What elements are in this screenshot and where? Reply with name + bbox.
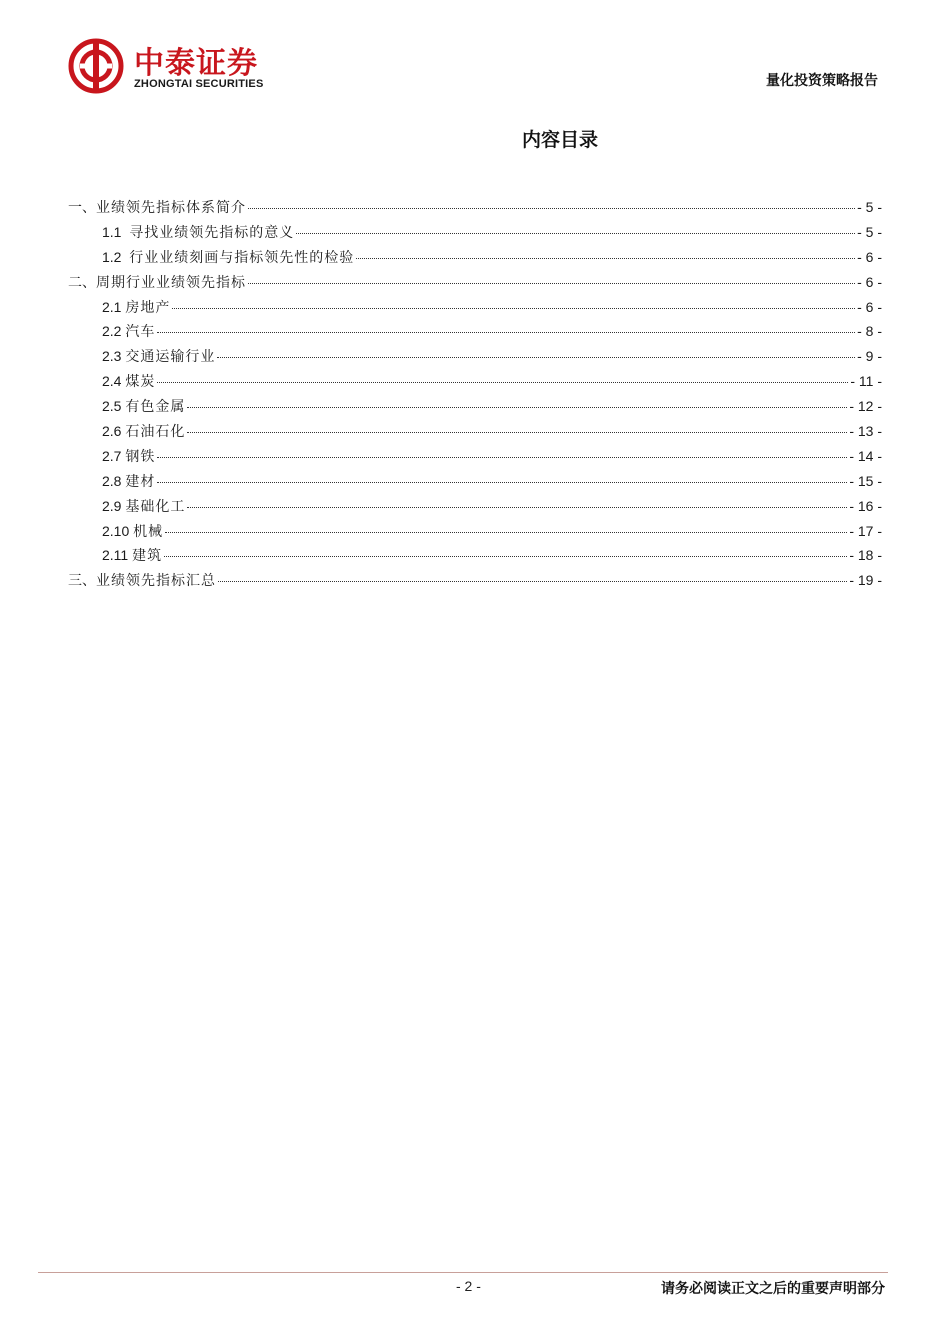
toc-entry-page: - 6 - (857, 298, 882, 315)
toc-entry-number: 2.8 (102, 472, 126, 489)
toc-entry-number: 2.1 (102, 298, 126, 315)
toc-dot-leader (187, 507, 847, 508)
toc-entry-number: 2.11 (102, 547, 133, 564)
toc-entry-label: 业绩领先指标汇总 (96, 573, 216, 590)
toc-entry-label: 行业业绩刻画与指标领先性的检验 (129, 249, 355, 266)
toc-entry-number: 2.9 (102, 497, 126, 514)
toc-entry[interactable] (68, 197, 882, 222)
toc-entry[interactable] (68, 545, 882, 570)
toc-title: 内容目录 (521, 129, 598, 151)
report-type-label: 量化投资策略报告 (766, 73, 878, 89)
toc-entry-label: 交通运输行业 (125, 349, 216, 366)
toc-entry-page: - 5 - (857, 199, 882, 215)
toc-entry-label: 建筑 (132, 548, 163, 565)
toc-entry-page: - 11 - (850, 373, 882, 390)
toc-dot-leader (157, 382, 848, 383)
toc-entry-label: 业绩领先指标体系简介 (96, 200, 246, 216)
toc-entry-number: 2.10 (102, 522, 134, 539)
toc-entry-page: - 9 - (857, 348, 882, 365)
toc-entry-label: 寻找业绩领先指标的意义 (129, 224, 295, 241)
toc-entry-page: - 19 - (849, 572, 882, 589)
toc-dot-leader (296, 233, 855, 234)
toc-dot-leader (187, 407, 847, 408)
toc-entry[interactable] (68, 371, 882, 396)
toc-entry-label: 房地产 (125, 299, 171, 316)
zhongtai-logo-icon (68, 38, 124, 94)
toc-entry-number: 二、 (68, 273, 96, 290)
toc-entry[interactable] (68, 321, 882, 346)
toc-dot-leader (157, 482, 847, 483)
company-logo (68, 38, 298, 96)
toc-entry[interactable] (68, 222, 882, 247)
toc-dot-leader (217, 357, 855, 358)
toc-entry-number: 三、 (68, 572, 96, 589)
toc-entry-number: 2.6 (102, 423, 126, 440)
toc-entry-label: 钢铁 (125, 448, 156, 465)
toc-dot-leader (157, 457, 847, 458)
toc-entry-number: 2.3 (102, 348, 126, 365)
toc-entry[interactable] (68, 471, 882, 496)
toc-entry-label: 建材 (125, 473, 156, 490)
page-number: - 2 - (456, 1278, 481, 1294)
toc-entry-page: - 16 - (849, 497, 882, 514)
toc-entry-label: 周期行业业绩领先指标 (96, 274, 246, 291)
toc-dot-leader (172, 308, 855, 309)
toc-entry[interactable] (68, 396, 882, 421)
toc-entry-label: 有色金属 (125, 399, 186, 416)
toc-entry-number: 1.1 (102, 223, 130, 240)
toc-entry[interactable] (68, 272, 882, 297)
toc-entry-page: - 15 - (849, 472, 882, 489)
footer-divider (38, 1272, 888, 1273)
toc-dot-leader (165, 532, 847, 533)
toc-dot-leader (187, 432, 847, 433)
toc-entry[interactable] (68, 297, 882, 322)
toc-entry-number: 2.4 (102, 373, 126, 390)
table-of-contents (68, 197, 882, 595)
toc-entry-number: 一、 (68, 199, 96, 215)
toc-dot-leader (157, 332, 855, 333)
toc-entry[interactable] (68, 496, 882, 521)
toc-dot-leader (248, 208, 855, 209)
toc-entry-page: - 18 - (849, 547, 882, 564)
toc-entry[interactable] (68, 346, 882, 371)
toc-entry-number: 1.2 (102, 248, 130, 265)
toc-entry-label: 机械 (133, 523, 164, 540)
toc-entry-label: 煤炭 (125, 374, 156, 391)
toc-dot-leader (248, 283, 855, 284)
toc-entry-number: 2.7 (102, 447, 126, 464)
toc-entry[interactable] (68, 421, 882, 446)
toc-entry-page: - 13 - (849, 423, 882, 440)
brand-name-cn: 中泰证券 (134, 46, 258, 81)
toc-entry-page: - 5 - (857, 223, 882, 240)
toc-entry-page: - 17 - (849, 522, 882, 539)
toc-entry-page: - 8 - (857, 323, 882, 340)
toc-entry-number: 2.5 (102, 398, 126, 415)
toc-entry-number: 2.2 (102, 323, 126, 340)
toc-entry[interactable] (68, 247, 882, 272)
toc-entry-label: 基础化工 (125, 498, 186, 515)
toc-entry-page: - 6 - (857, 273, 882, 290)
toc-dot-leader (218, 581, 847, 582)
toc-entry-page: - 12 - (849, 398, 882, 415)
toc-entry-page: - 14 - (849, 447, 882, 464)
toc-entry[interactable] (68, 570, 882, 595)
brand-name-en: ZHONGTAI SECURITIES (134, 78, 264, 90)
toc-entry-label: 汽车 (125, 324, 156, 341)
toc-dot-leader (356, 258, 855, 259)
toc-dot-leader (164, 556, 847, 557)
toc-entry[interactable] (68, 446, 882, 471)
toc-entry-page: - 6 - (857, 248, 882, 265)
toc-entry-label: 石油石化 (125, 424, 186, 441)
footer-disclaimer: 请务必阅读正文之后的重要声明部分 (661, 1281, 885, 1297)
toc-entry[interactable] (68, 521, 882, 546)
